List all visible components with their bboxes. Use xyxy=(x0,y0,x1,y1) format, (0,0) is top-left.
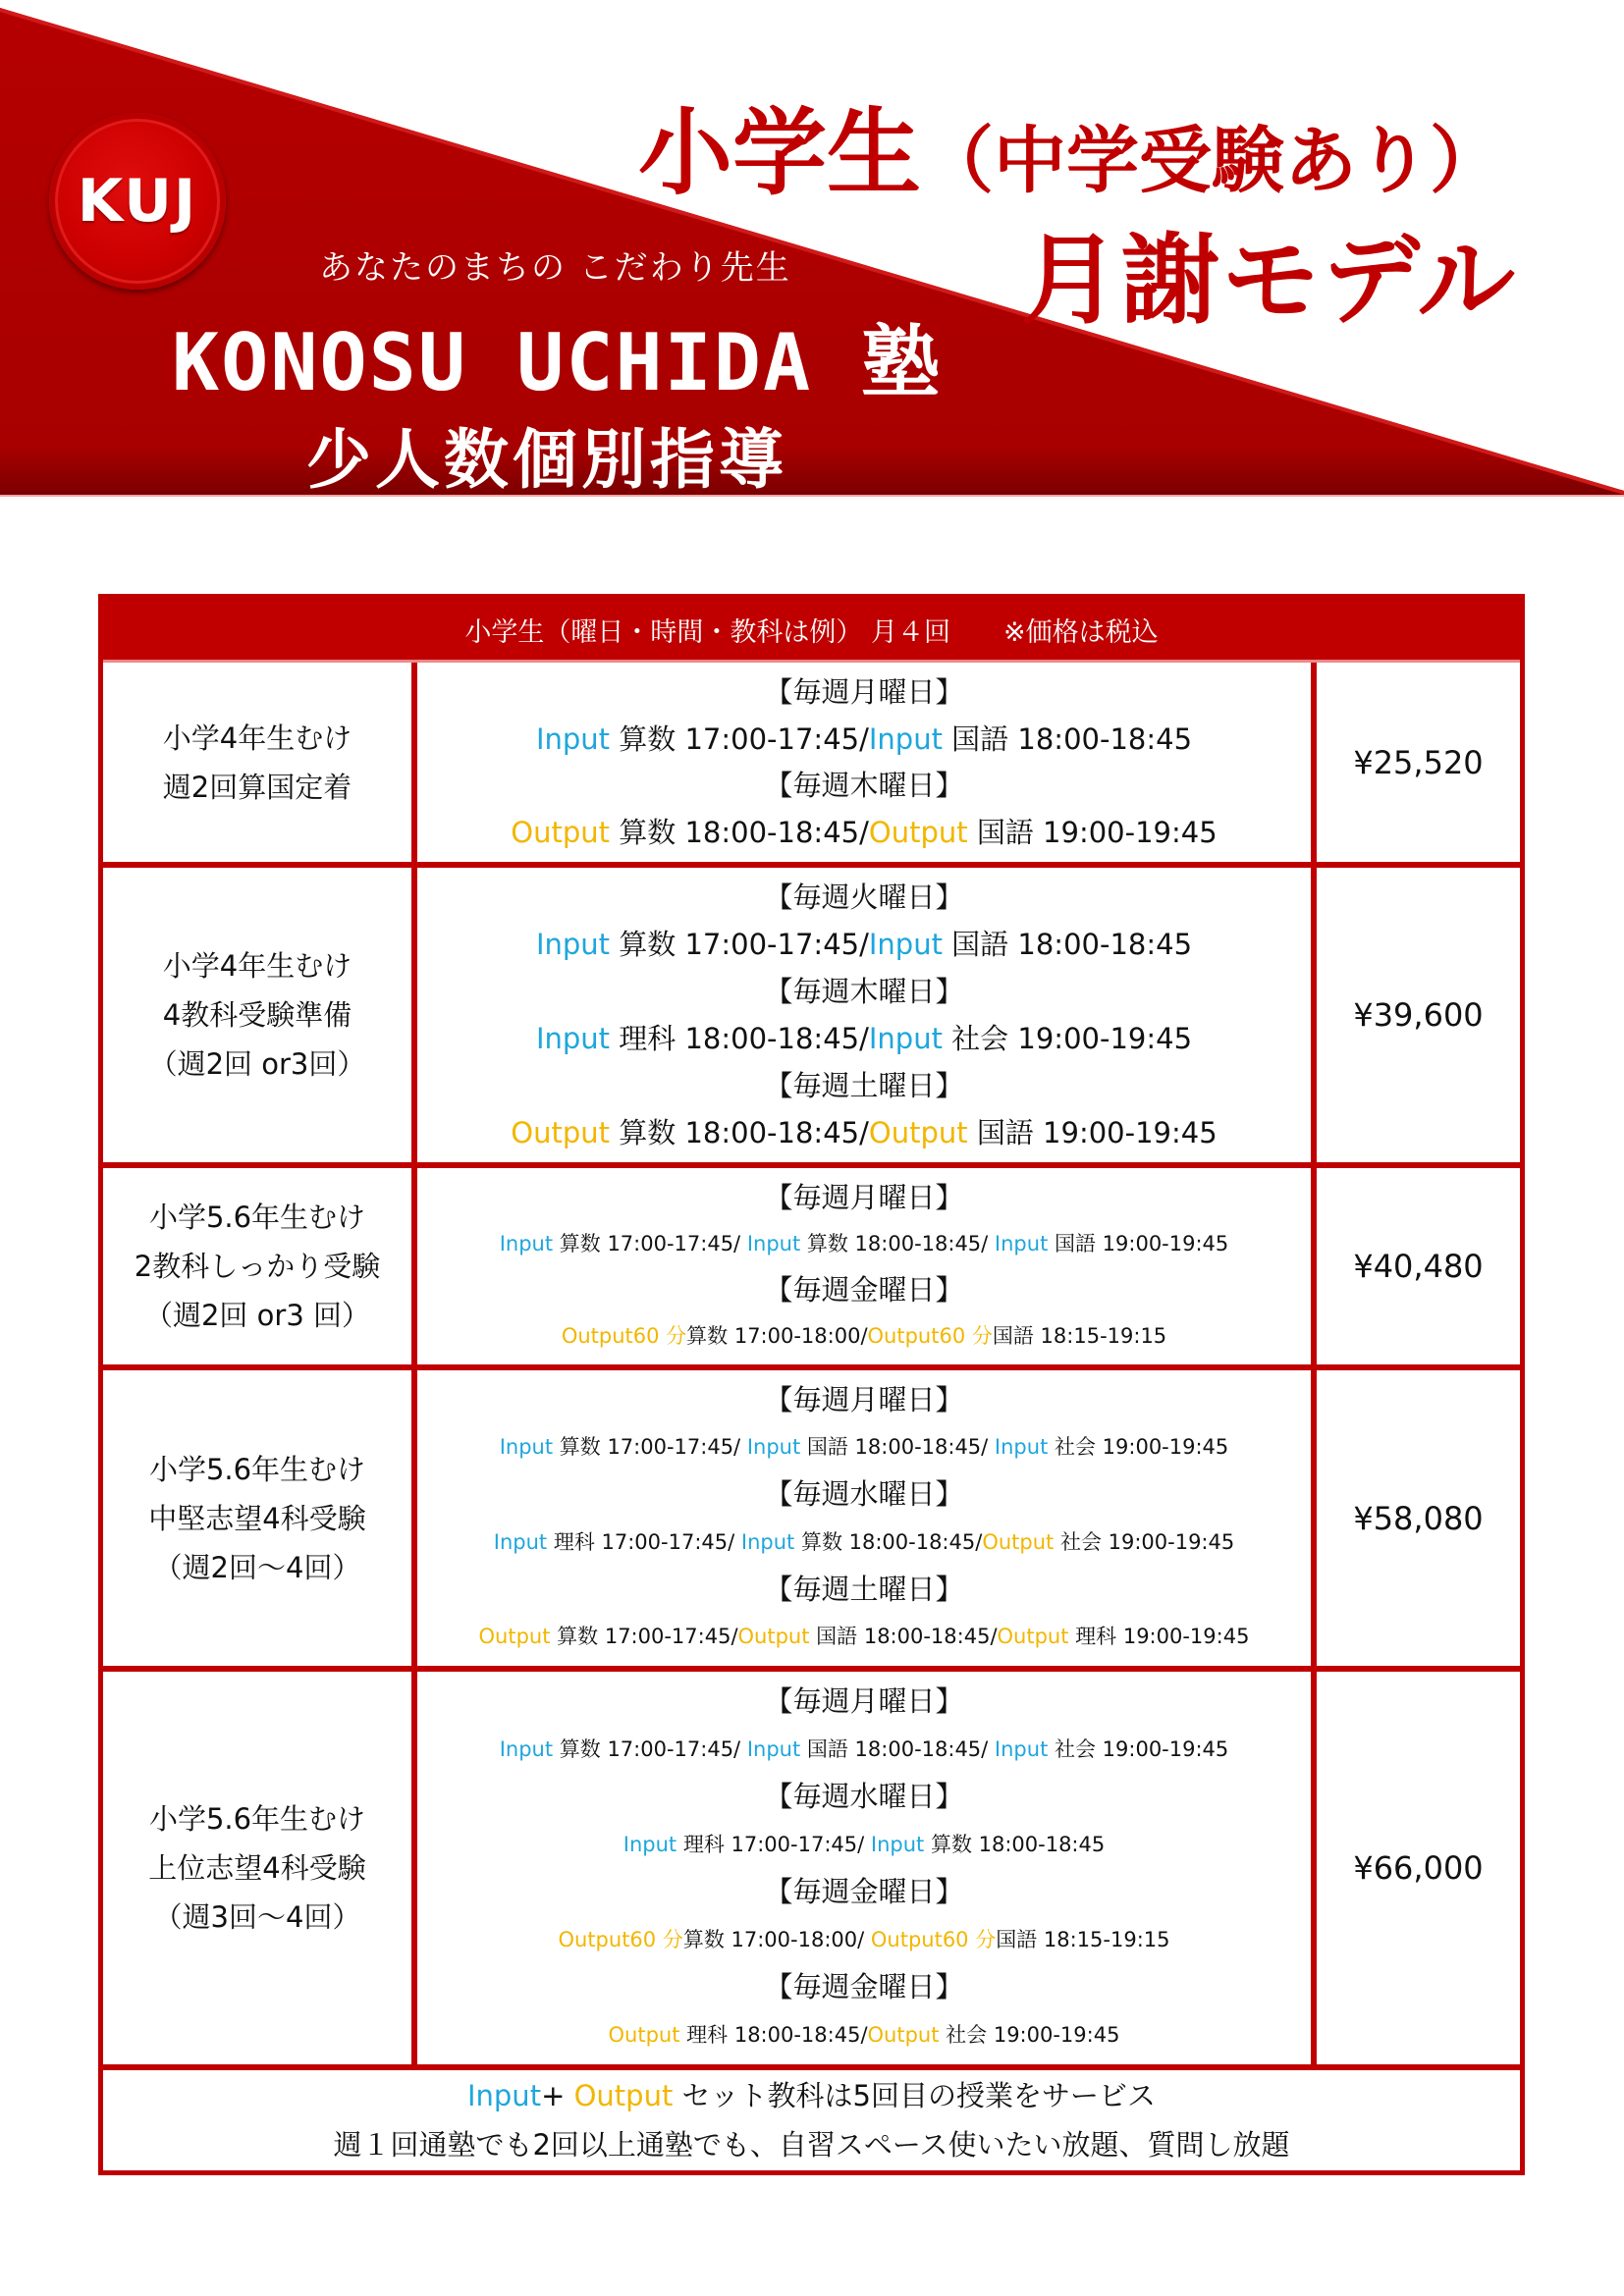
output-tag: Output xyxy=(511,816,611,850)
course-label-cell xyxy=(103,1672,417,2064)
input-tag: Input xyxy=(499,1231,554,1255)
course-label-line: 週2回算国定着 xyxy=(162,770,352,804)
kuj-logo xyxy=(49,113,226,290)
lesson-text: 算数 17:00-17:45/ xyxy=(550,1624,738,1648)
header-banner xyxy=(0,0,1624,501)
course-label-line: （週2回 or3回） xyxy=(148,1047,366,1081)
course-label-line: 4教科受験準備 xyxy=(162,998,352,1032)
input-tag: Input xyxy=(499,1736,554,1761)
output-tag: Output xyxy=(573,2079,674,2112)
input-tag: Input xyxy=(535,928,611,961)
output-tag: Output60 分 xyxy=(558,1927,683,1951)
weekday-heading: 【毎週水曜日】 xyxy=(764,1477,964,1512)
schedule-cell xyxy=(417,1672,1317,2064)
schedule-cell xyxy=(417,1168,1317,1364)
output-tag: Output xyxy=(511,1116,611,1149)
lesson-text: 理科 17:00-17:45/ xyxy=(547,1529,741,1554)
lesson-line xyxy=(536,923,1192,966)
lesson-text: 社会 19:00-19:45 xyxy=(942,1022,1193,1055)
lesson-line xyxy=(500,1728,1229,1771)
output-tag: Output60 分 xyxy=(870,1927,997,1951)
lesson-line xyxy=(500,1222,1229,1265)
lesson-line xyxy=(562,1314,1166,1358)
banner-subtitle: 少人数個別指導 xyxy=(306,422,787,498)
price-cell: ¥40,480 xyxy=(1353,1248,1484,1285)
title-main: 小学生 xyxy=(638,98,921,208)
lesson-text: 国語 18:15-19:15 xyxy=(992,1323,1167,1348)
weekday-heading: 【毎週金曜日】 xyxy=(764,1875,964,1909)
input-tag: Input xyxy=(868,928,943,961)
output-tag: Output xyxy=(608,2022,680,2047)
lesson-text: 理科 18:00-18:45/ xyxy=(679,2022,868,2047)
course-label-line: 小学5.6年生むけ xyxy=(148,1452,366,1486)
lesson-text: 国語 19:00-19:45 xyxy=(967,1116,1218,1149)
weekday-heading: 【毎週木曜日】 xyxy=(764,769,964,803)
input-tag: Input xyxy=(493,1529,548,1554)
input-tag: Input xyxy=(868,1022,943,1055)
table-footer xyxy=(103,2064,1520,2170)
course-label-line: 2教科しっかり受験 xyxy=(134,1250,381,1283)
lesson-line xyxy=(511,1111,1217,1154)
output-tag: Output xyxy=(868,816,968,850)
lesson-text: 算数 18:00-18:45/ xyxy=(800,1231,995,1255)
course-label-cell xyxy=(103,1370,417,1666)
input-tag: Input xyxy=(535,721,611,756)
input-tag: Input xyxy=(994,1231,1049,1255)
course-label-line: 上位志望4科受験 xyxy=(148,1851,366,1885)
footer-text: セット教科は5回目の授業をサービス xyxy=(673,2079,1157,2112)
page-title xyxy=(638,79,1502,213)
lesson-text: 算数 17:00-17:45/ xyxy=(553,1736,747,1761)
course-label-line: （週2回 or3 回） xyxy=(143,1299,370,1332)
page-title-line2: 月謝モデル xyxy=(1021,223,1517,338)
lesson-line xyxy=(536,718,1192,761)
weekday-heading: 【毎週月曜日】 xyxy=(764,1684,964,1719)
table-row xyxy=(103,663,1520,862)
input-tag: Input xyxy=(868,721,943,756)
weekday-heading: 【毎週水曜日】 xyxy=(764,1780,964,1814)
lesson-line xyxy=(494,1521,1234,1564)
lesson-text: 国語 18:15-19:15 xyxy=(996,1927,1170,1951)
lesson-text: 国語 18:00-18:45/ xyxy=(809,1624,998,1648)
lesson-text: 社会 19:00-19:45 xyxy=(1054,1529,1235,1554)
table-row xyxy=(103,862,1520,1162)
price-cell: ¥66,000 xyxy=(1353,1849,1484,1887)
table-row xyxy=(103,1162,1520,1364)
lesson-text: 理科 18:00-18:45/ xyxy=(610,1022,869,1055)
lesson-text: 算数 18:00-18:45/ xyxy=(794,1529,983,1554)
lesson-text: 理科 19:00-19:45 xyxy=(1068,1624,1250,1648)
weekday-heading: 【毎週月曜日】 xyxy=(764,1180,964,1214)
table-row xyxy=(103,1666,1520,2064)
input-tag: Input xyxy=(746,1736,801,1761)
table-row xyxy=(103,1364,1520,1666)
lesson-line xyxy=(500,1425,1229,1468)
input-tag: Input xyxy=(746,1435,801,1460)
weekday-heading: 【毎週月曜日】 xyxy=(764,674,964,709)
lesson-line xyxy=(511,811,1217,854)
lesson-text: 国語 19:00-19:45 xyxy=(1048,1231,1229,1255)
fee-table xyxy=(98,594,1525,2175)
table-body xyxy=(103,663,1520,2064)
footer-line-1 xyxy=(467,2071,1156,2120)
course-label-line: 小学5.6年生むけ xyxy=(148,1802,366,1836)
lesson-text: 社会 19:00-19:45 xyxy=(1048,1736,1229,1761)
tagline: あなたのまちの こだわり先生 xyxy=(319,248,791,288)
lesson-text: 国語 18:00-18:45 xyxy=(942,928,1193,961)
weekday-heading: 【毎週月曜日】 xyxy=(764,1383,964,1417)
table-header: 小学生（曜日・時間・教科は例） 月４回 ※価格は税込 xyxy=(103,599,1520,663)
lesson-line xyxy=(609,2013,1120,2056)
weekday-heading: 【毎週火曜日】 xyxy=(764,881,964,914)
school-name: KONOSU UCHIDA 塾 xyxy=(172,317,943,408)
course-label-line: （週2回～4回） xyxy=(153,1550,361,1584)
title-paren: （中学受験あり） xyxy=(921,119,1502,203)
schedule-cell xyxy=(417,1370,1317,1666)
input-tag: Input xyxy=(623,1832,677,1856)
output-tag: Output xyxy=(868,1116,968,1149)
lesson-line xyxy=(479,1615,1250,1658)
price-cell: ¥39,600 xyxy=(1353,996,1484,1034)
output-tag: Output xyxy=(982,1529,1055,1554)
lesson-text: 算数 17:00-18:00/ xyxy=(682,1927,871,1951)
course-label-line: 小学5.6年生むけ xyxy=(148,1201,366,1234)
lesson-text: 算数 17:00-17:45/ xyxy=(610,928,869,961)
weekday-heading: 【毎週金曜日】 xyxy=(764,1272,964,1307)
weekday-heading: 【毎週土曜日】 xyxy=(764,1069,964,1102)
input-tag: Input xyxy=(994,1736,1049,1761)
weekday-heading: 【毎週木曜日】 xyxy=(764,975,964,1008)
output-tag: Output xyxy=(997,1624,1069,1648)
weekday-heading: 【毎週土曜日】 xyxy=(764,1572,964,1606)
course-label-line: 中堅志望4科受験 xyxy=(148,1501,366,1535)
input-tag: Input xyxy=(994,1435,1049,1460)
input-tag: Input xyxy=(746,1231,801,1255)
course-label-cell xyxy=(103,1168,417,1364)
lesson-text: 算数 17:00-18:00/ xyxy=(686,1323,868,1348)
input-tag: Input xyxy=(466,2079,542,2112)
lesson-text: 社会 19:00-19:45 xyxy=(1048,1435,1229,1460)
price-cell: ¥25,520 xyxy=(1353,743,1484,781)
output-tag: Output60 分 xyxy=(561,1323,687,1348)
lesson-text: 社会 19:00-19:45 xyxy=(939,2022,1120,2047)
weekday-heading: 【毎週金曜日】 xyxy=(764,1970,964,2004)
lesson-text: 国語 18:00-18:45/ xyxy=(800,1435,995,1460)
output-tag: Output xyxy=(737,1624,810,1648)
course-label-cell xyxy=(103,868,417,1162)
output-tag: Output60 分 xyxy=(867,1323,993,1348)
schedule-cell xyxy=(417,868,1317,1162)
lesson-text: 国語 19:00-19:45 xyxy=(967,816,1218,850)
schedule-cell xyxy=(417,663,1317,862)
input-tag: Input xyxy=(870,1832,925,1856)
output-tag: Output xyxy=(867,2022,940,2047)
price-cell: ¥58,080 xyxy=(1353,1499,1484,1537)
logo-text: KUJ xyxy=(77,167,198,236)
lesson-text: 算数 17:00-17:45/ xyxy=(553,1231,747,1255)
lesson-line xyxy=(558,1918,1169,1961)
course-label-cell xyxy=(103,663,417,862)
lesson-text: 国語 18:00-18:45/ xyxy=(800,1736,995,1761)
input-tag: Input xyxy=(535,1022,611,1055)
lesson-text: 算数 17:00-17:45/ xyxy=(553,1435,747,1460)
lesson-line xyxy=(536,1017,1192,1060)
lesson-text: 算数 18:00-18:45 xyxy=(924,1832,1106,1856)
lesson-text: 算数 18:00-18:45/ xyxy=(610,1116,869,1149)
lesson-text: 理科 17:00-17:45/ xyxy=(677,1832,871,1856)
input-tag: Input xyxy=(499,1435,554,1460)
course-label-line: 小学4年生むけ xyxy=(162,949,352,983)
course-label-line: （週3回～4回） xyxy=(153,1900,361,1934)
input-tag: Input xyxy=(740,1529,795,1554)
lesson-line xyxy=(623,1823,1105,1866)
output-tag: Output xyxy=(478,1624,551,1648)
footer-text: + xyxy=(541,2079,574,2112)
lesson-text: 算数 17:00-17:45/ xyxy=(610,721,869,756)
lesson-text: 国語 18:00-18:45 xyxy=(942,721,1193,756)
course-label-line: 小学4年生むけ xyxy=(162,721,352,755)
lesson-text: 算数 18:00-18:45/ xyxy=(610,816,869,850)
footer-line-2: 週１回通塾でも2回以上通塾でも、自習スペース使いたい放題、質問し放題 xyxy=(333,2128,1290,2162)
